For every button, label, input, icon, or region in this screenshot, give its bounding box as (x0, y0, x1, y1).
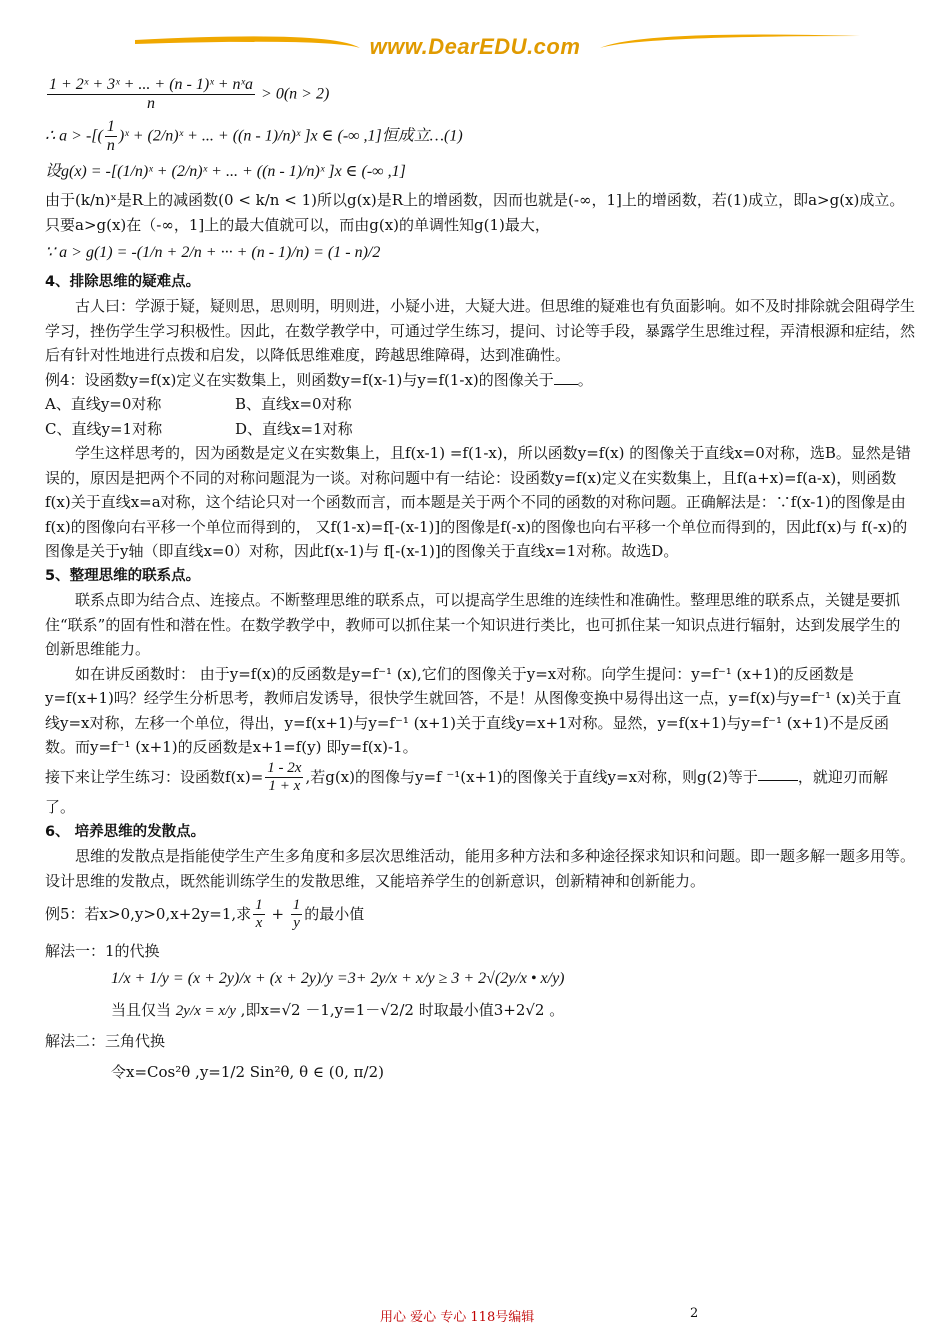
page-number: 2 (690, 1306, 699, 1321)
formula-line-3: 设g(x) = -[(1/n)ˣ + (2/n)ˣ + ... + ((n - 1)/n)ˣ ]x ∈ (-∞ ,1] (45, 162, 406, 180)
section-4-title: 4、排除思维的疑难点。 (45, 273, 201, 290)
paragraph-monotonic: 由于(k/n)ˣ是R上的减函数(0 < k/n < 1)所以g(x)是R上的增函数，因而也就是(-∞，1]上的增函数，若(1)成立，即a>g(x)成立。只要a>g(x)在（-∞，1]上的最大值就可以，而由g(x)的单调性知g(1)最大， (45, 191, 905, 234)
formula-line-1: $\frac{\text{1 + 2ˣ + 3ˣ + ... + (n - 1)ˣ + nˣa}}{n}$ > 0(n > 2) (49, 76, 330, 113)
option-a: A、直线y=0对称 (45, 395, 162, 414)
page-body (45, 72, 915, 1084)
section-5-inverse-function: 如在讲反函数时： 由于y=f(x)的反函数是y=f⁻¹ (x),它们的图像关于y=x对称。向学生提问：y=f⁻¹ (x+1)的反函数是y=f(x+1)吗？经学生分析思考，教师启发诱导，很快学生就回答，不是！从图像变换中易得出这一点，y=f(x)与y=f⁻¹ (x)关于直线y=x对称，左移一个单位，得出，y=f(x+1)与y=f⁻¹ (x+1)关于直线y=x+1对称。显然，y=f(x+1)与y=f⁻¹ (x+1)不是反函数。而y=f⁻¹ (x+1)的反函数是x+1=f(y) 即y=f(x)-1。 (45, 664, 902, 757)
solution-1-condition: 当且仅当 2y/x = x/y ,即x=√2 －1,y=1－√2/2 时取最小值3+2√2 。 (111, 1000, 565, 1019)
section-6-intro: 思维的发散点是指能使学生产生多角度和多层次思维活动，能用多种方法和多种途径探求知识和问题。即一题多解一题多用等。设计思维的发散点，既然能训练学生的发散思维，又能培养学生的创新意识，创新精神和创新能力。 (45, 847, 916, 890)
option-d: D、直线x=1对称 (235, 419, 353, 438)
site-logo[interactable]: www.DearEDU.com (369, 34, 581, 59)
solution-2-substitution: 令x=Cos²θ ,y=1/2 Sin²θ, θ ∈ (0, π/2) (111, 1062, 384, 1081)
footer-text: 用心 爱心 专心 118号编辑 (380, 1310, 535, 1325)
section-5-exercise: 接下来让学生练习：设函数f(x)= $\frac{1 - 2x}{1 + x}$ ,若g(x)的图像与y=f ⁻¹(x+1)的图像关于直线y=x对称，则g(2)等于 ，就迎刃而解了。 (45, 759, 888, 817)
example-4-options-row-2 (45, 417, 915, 442)
solution-2-title: 解法二：三角代换 (45, 1032, 166, 1051)
section-4-intro: 古人曰：学源于疑，疑则思，思则明，明则进，小疑小进，大疑大进。但思维的疑难也有负面影响。如不及时排除就会阻碍学生学习，挫伤学生学习积极性。因此，在数学教学中，可通过学生练习，提问、讨论等手段，暴露学生思维过程，弄清根源和症结，然后有针对性地进行点拨和启发，以降低思维难度，跨越思维障碍，达到准确性。 (45, 297, 916, 365)
solution-1-title: 解法一：1的代换 (45, 941, 160, 960)
section-5-intro: 联系点即为结合点、连接点。不断整理思维的联系点，可以提高学生思维的连续性和准确性。整理思维的联系点，关键是要抓住“联系”的固有性和潜在性。在数学教学中，教师可以抓住某一个知识进行类比，也可抓住某一知识点进行辐射，达到发展学生的创新思维能力。 (45, 591, 901, 659)
example-4-options-row-1 (45, 392, 915, 417)
header-banner (0, 22, 950, 72)
example-5: 例5：若x>0,y>0,x+2y=1,求 $\frac{1}{x}$ + $\frac{1}{y}$ 的最小值 (45, 897, 365, 932)
formula-line-5: ∵ a > g(1) = -(1/n + 2/n + ··· + (n - 1)/n) = (1 - n)/2 (45, 244, 381, 262)
section-5-title: 5、整理思维的联系点。 (45, 567, 201, 584)
example-4: 例4：设函数y=f(x)定义在实数集上，则函数y=f(x-1)与y=f(1-x)的图像关于 。 (45, 370, 593, 389)
section-6-title: 6、 培养思维的发散点。 (45, 823, 206, 840)
formula-line-2: ∴ a > -[( $\frac{1}{n}$ )ˣ + (2/n)ˣ + ... + ((n - 1)/n)ˣ ]x ∈ (-∞ ,1]恒成立…(1) (45, 117, 463, 155)
solution-1-equation: 1/x + 1/y = (x + 2y)/x + (x + 2y)/y =3+ 2y/x + x/y ≥ 3 + 2√(2y/x • x/y) (111, 970, 565, 988)
option-c: C、直线y=1对称 (45, 419, 163, 438)
option-b: B、直线x=0对称 (235, 395, 352, 414)
example-4-solution: 学生这样思考的，因为函数是定义在实数集上，且f(x-1) =f(1-x)，所以函数y=f(x) 的图像关于直线x=0对称，选B。显然是错误的，原因是把两个不同的对称问题混为一谈。对称问题中有一结论：设函数y=f(x)定义在实数集上，且f(a+x)=f(a-x)，则函数f(x)关于直线x=a对称，这个结论只对一个函数而言，而本题是关于两个不同的函数的对称问题。正确解法是：∵f(x-1)的图像是由f(x)的图像向右平移一个单位而得到的， 又f(1-x)=f[-(x-1)]的图像是f(-x)的图像也向右平移一个单位而得到的，因此f(x)与 f(-x)的图像是关于y轴（即直线x=0）对称，因此f(x-1)与 f[-(x-1)]的图像关于直线x=1对称。故选D。 (45, 444, 911, 561)
